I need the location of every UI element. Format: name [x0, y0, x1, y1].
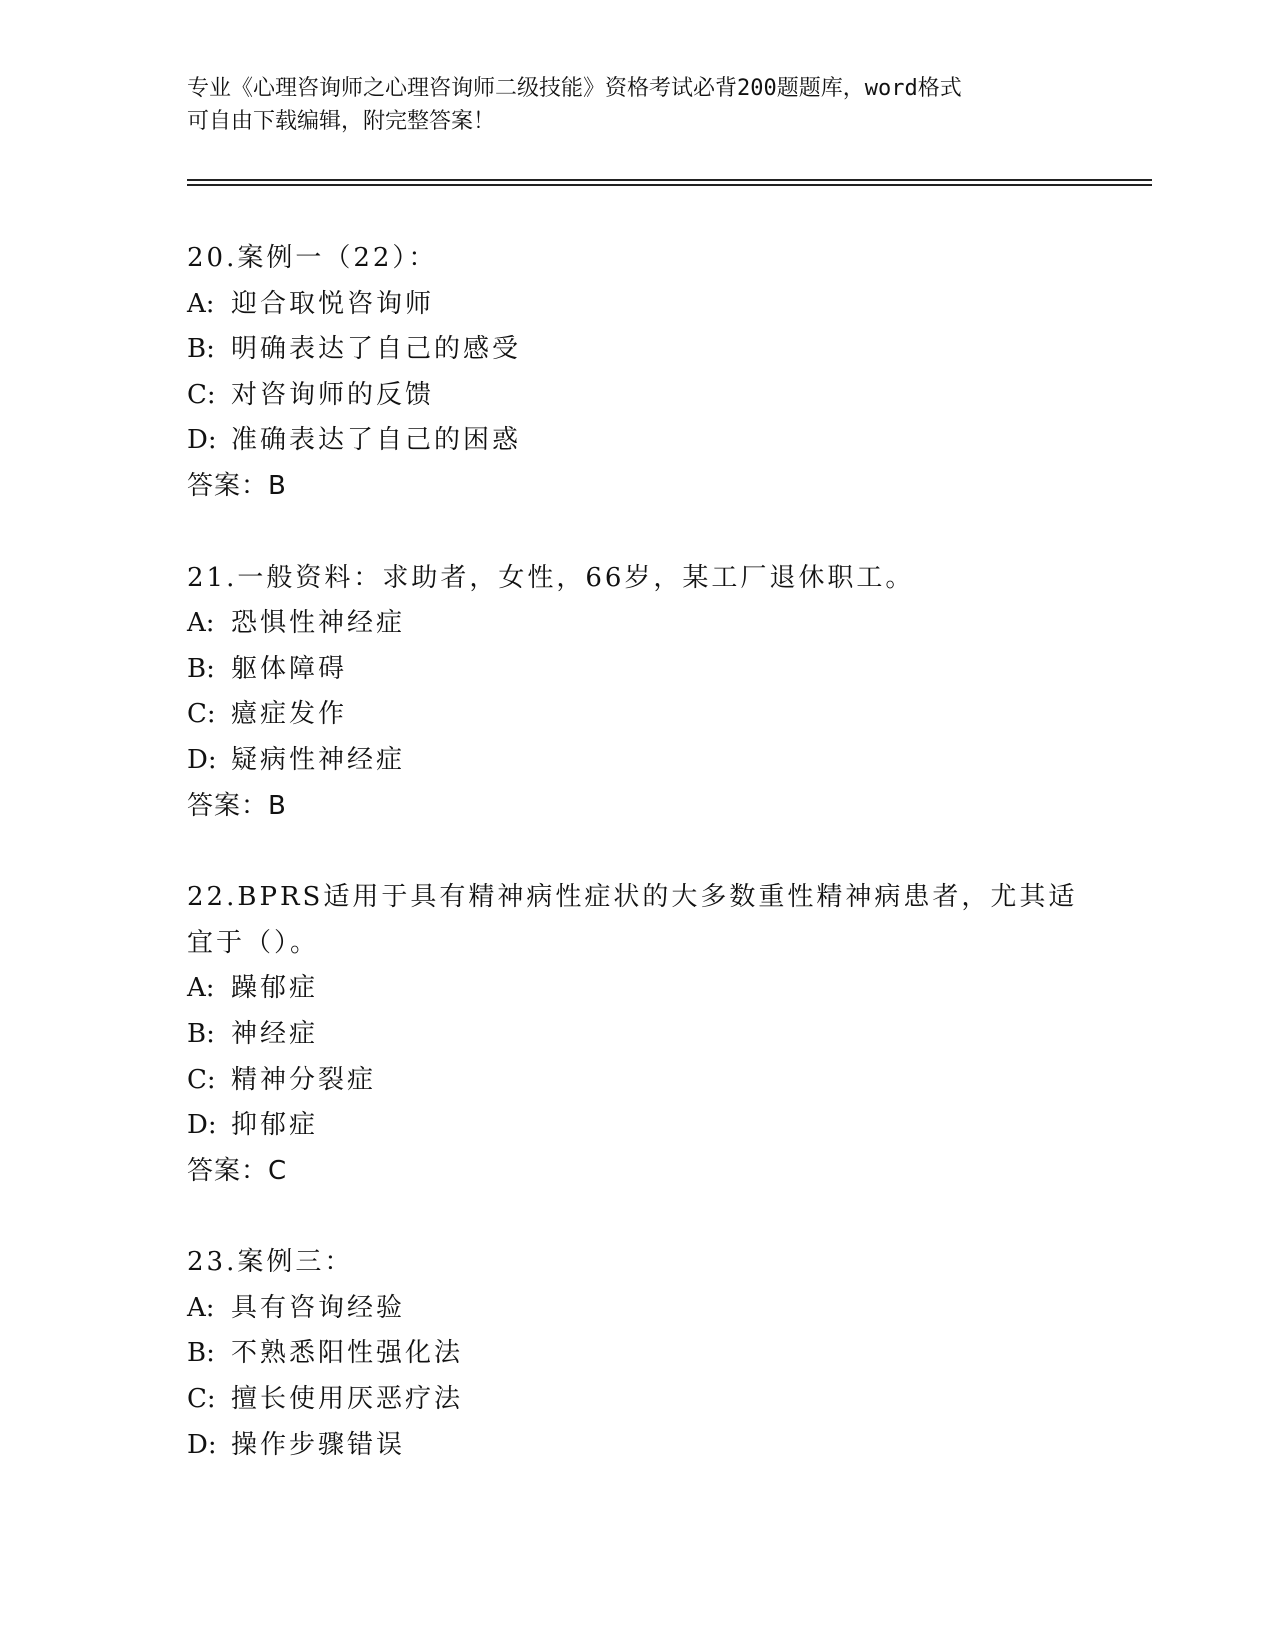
option-text: 不熟悉阳性强化法	[231, 1338, 464, 1369]
option-a	[187, 1286, 1087, 1332]
option-b	[187, 1331, 1087, 1377]
option-d	[187, 418, 1087, 464]
option-key: B:	[187, 653, 215, 684]
question-20	[187, 236, 1087, 510]
option-text: 对咨询师的反馈	[231, 379, 435, 410]
question-stem: 21.一般资料：求助者，女性，66岁，某工厂退休职工。	[187, 562, 915, 593]
option-key: C:	[187, 699, 216, 730]
option-key: A:	[187, 608, 215, 639]
question-23	[187, 1240, 1087, 1468]
answer-line: 答案：B	[187, 790, 287, 821]
question-stem: 22.BPRS适用于具有精神病性症状的大多数重性精神病患者，尤其适宜于（）。	[187, 882, 1078, 958]
option-text: 擅长使用厌恶疗法	[231, 1384, 464, 1415]
option-key: B:	[187, 1018, 215, 1049]
option-key: D:	[187, 1110, 217, 1141]
option-key: D:	[187, 744, 217, 775]
option-text: 操作步骤错误	[231, 1429, 406, 1460]
option-text: 迎合取悦咨询师	[231, 288, 435, 319]
option-key: D:	[187, 425, 217, 456]
question-list	[187, 236, 1087, 1514]
option-d	[187, 738, 1087, 784]
option-key: C:	[187, 379, 216, 410]
option-a	[187, 966, 1087, 1012]
document-header	[187, 72, 1067, 138]
option-key: C:	[187, 1384, 216, 1415]
option-text: 癔症发作	[231, 699, 348, 730]
option-b	[187, 327, 1087, 373]
question-22	[187, 875, 1087, 1194]
header-line-2: 可自由下载编辑，附完整答案！	[187, 109, 496, 134]
option-text: 明确表达了自己的感受	[231, 334, 522, 365]
option-c	[187, 1058, 1087, 1104]
header-line-1: 专业《心理咨询师之心理咨询师二级技能》资格考试必背200题题库，word格式	[187, 76, 962, 101]
option-a	[187, 282, 1087, 328]
option-key: A:	[187, 973, 215, 1004]
option-c	[187, 1377, 1087, 1423]
option-d	[187, 1423, 1087, 1469]
option-d	[187, 1103, 1087, 1149]
option-a	[187, 601, 1087, 647]
option-key: B:	[187, 1338, 215, 1369]
option-b	[187, 647, 1087, 693]
option-c	[187, 373, 1087, 419]
option-text: 神经症	[231, 1018, 319, 1049]
option-text: 具有咨询经验	[231, 1292, 406, 1323]
answer-line: 答案：C	[187, 1155, 288, 1186]
option-key: B:	[187, 334, 215, 365]
option-c	[187, 692, 1087, 738]
question-21	[187, 556, 1087, 830]
option-text: 抑郁症	[231, 1110, 319, 1141]
question-stem: 20.案例一（22）：	[187, 243, 438, 273]
option-text: 恐惧性神经症	[231, 608, 406, 639]
option-text: 精神分裂症	[231, 1064, 377, 1095]
option-key: C:	[187, 1064, 216, 1095]
option-text: 准确表达了自己的困惑	[231, 425, 522, 456]
option-key: A:	[187, 1292, 215, 1323]
question-stem: 23.案例三：	[187, 1247, 354, 1278]
header-divider-top	[187, 179, 1152, 181]
answer-line: 答案：B	[187, 470, 287, 501]
option-key: A:	[187, 288, 215, 319]
option-text: 疑病性神经症	[231, 744, 406, 775]
option-key: D:	[187, 1429, 217, 1460]
option-text: 躯体障碍	[231, 653, 348, 684]
header-divider-bottom	[187, 184, 1152, 186]
option-b	[187, 1012, 1087, 1058]
option-text: 躁郁症	[231, 973, 319, 1004]
